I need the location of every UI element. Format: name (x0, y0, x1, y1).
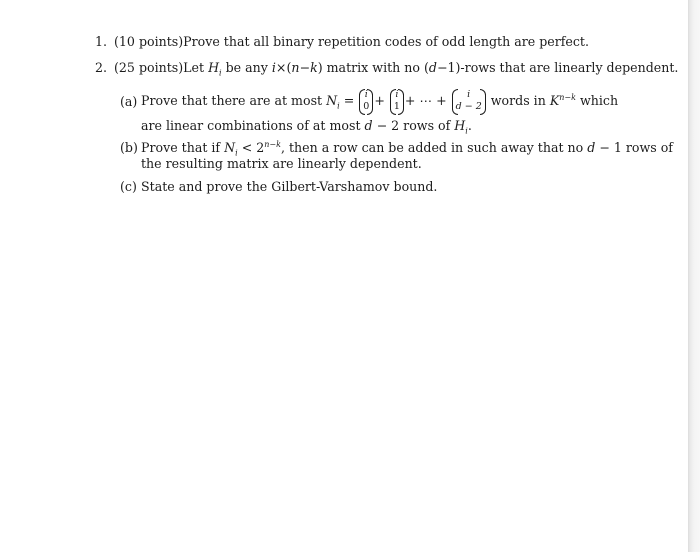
question-2-intro: (25 points)Let $H_i$ be any i×(n−k) matrix with no (d−1)-rows that are linearly dependent. (114, 60, 679, 78)
binomial-i-d-minus-2: i d − 2 (452, 89, 486, 115)
part-c-label: (c) (120, 179, 137, 194)
binomial-i-0: i 0 (359, 89, 373, 115)
question-1-number: 1. (95, 34, 108, 49)
part-a-label: (a) (120, 94, 138, 109)
question-2-number: 2. (95, 60, 108, 75)
question-1-text: (10 points)Prove that all binary repetition codes of odd length are perfect. (114, 34, 589, 49)
part-b-line-2: the resulting matrix are linearly dependent. (141, 156, 422, 171)
part-a-line-1: Prove that there are at most $N_i$ = i 0 + i 1 + ⋯ + i d − 2 words in $K^{n-k}$ which (141, 86, 618, 116)
page-edge-shadow (688, 0, 700, 552)
part-b-line-1: Prove that if $N_i < 2^{n-k}$, then a row can be added in such away that no d − 1 rows of (141, 139, 673, 158)
part-a-line-2: are linear combinations of at most d − 2 rows of $H_i$. (141, 118, 472, 136)
question-2-points: (25 points) (114, 60, 184, 75)
part-b-label: (b) (120, 140, 138, 155)
part-c-text: State and prove the Gilbert-Varshamov bound. (141, 179, 438, 194)
binomial-i-1: i 1 (390, 89, 404, 115)
